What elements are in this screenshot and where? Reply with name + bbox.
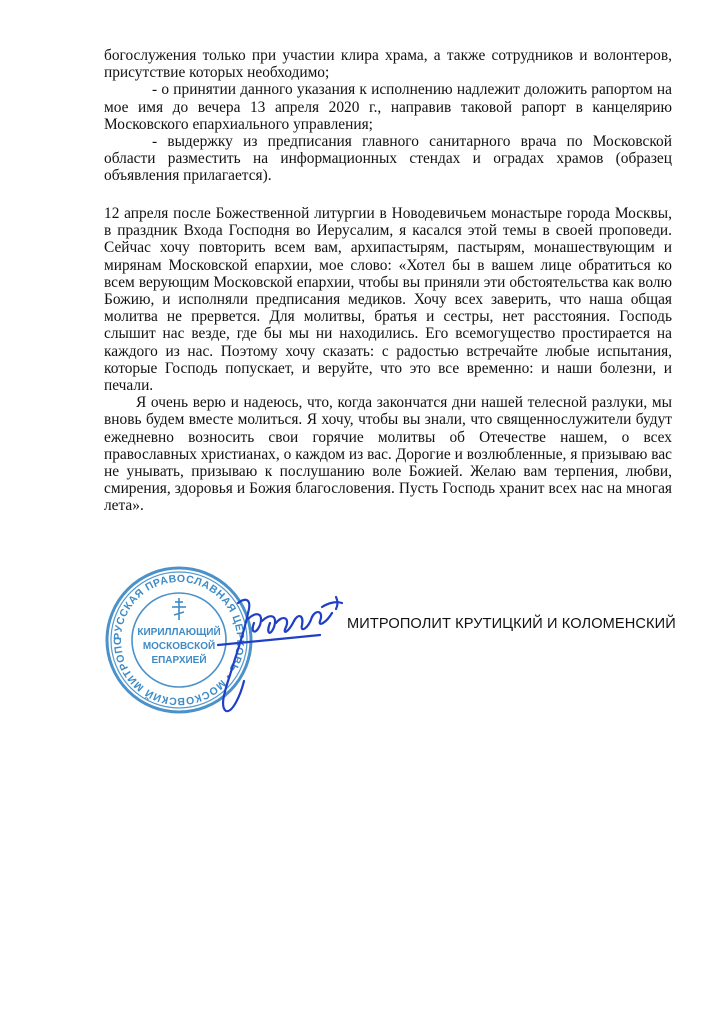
paragraph-sermon-closing: Я очень верю и надеюсь, что, когда закончатся дни нашей телесной разлуки, мы вновь будем вместе молиться. Я хочу, чтобы вы знали, что священнослужители будут ежедневно возносить свои горячие молитвы об Отечестве нашем, о всех православных христианах, о каждом из вас. Дорогие и возлюбленные, я призываю вас не унывать, призываю к послушанию воле Божией. Желаю вам терпения, любви, смирения, здоровья и Божия благословения. Пусть Господь хранит всех нас на многая лета». xyxy=(104,394,672,515)
signatory-title: МИТРОПОЛИТ КРУТИЦКИЙ И КОЛОМЕНСКИЙ xyxy=(347,616,676,632)
handwritten-signature xyxy=(200,585,350,720)
paragraph-sermon-intro: 12 апреля после Божественной литургии в Новодевичьем монастыре города Москвы, в праздник Входа Господня во Иерусалим, я касался этой темы в своей проповеди. Сейчас хочу повторить всем вам, архипастырям, пастырям, монашествующим и мирянам Московской епархии, мое слово: «Хотел бы в вашем лице обратиться ко всем верующим Московской епархии, чтобы вы приняли эти обстоятельства как волю Божию, и исполняли предписания медиков. Хочу всех заверить, что наша общая молитва не прервется. Для молитвы, братья и сестры, нет расстояния. Господь слышит нас везде, где бы мы ни находились. Его всемогущество простирается на каждого из нас. Поэтому хочу сказать: с радостью встречайте любые испытания, которые Господь попускает, и веруйте, что это все временно: и наши болезни, и печали. xyxy=(104,205,672,395)
svg-text:КИРИЛЛАЮЩИЙ: КИРИЛЛАЮЩИЙ xyxy=(137,627,221,638)
signature-icon xyxy=(200,585,350,720)
svg-text:ЕПАРХИЕЙ: ЕПАРХИЕЙ xyxy=(151,655,207,666)
paragraph-report-instruction: - о принятии данного указания к исполнению надлежит доложить рапортом на мое имя до вечера 13 апреля 2020 г., направив таковой рапорт в канцелярию Московского епархиального управления; xyxy=(104,81,672,133)
svg-text:РУССКАЯ ПРАВОСЛАВНАЯ ЦЕРКОВЬ •: РУССКАЯ ПРАВОСЛАВНАЯ ЦЕРКОВЬ • МОСКОВСКИЙ МИТРОПО xyxy=(111,572,247,708)
paragraph-stand-instruction: - выдержку из предписания главного санитарного врача по Московской области разместить на информационных стендах и оградах храмов (образец объявления прилагается). xyxy=(104,133,672,185)
paragraph-continuation: богослужения только при участии клира храма, а также сотрудников и волонтеров, присутствие которых необходимо; xyxy=(104,47,672,82)
text-block-sermon xyxy=(104,205,672,515)
svg-text:МОСКОВСКОЙ: МОСКОВСКОЙ xyxy=(142,641,216,652)
text-block-top xyxy=(104,47,672,185)
